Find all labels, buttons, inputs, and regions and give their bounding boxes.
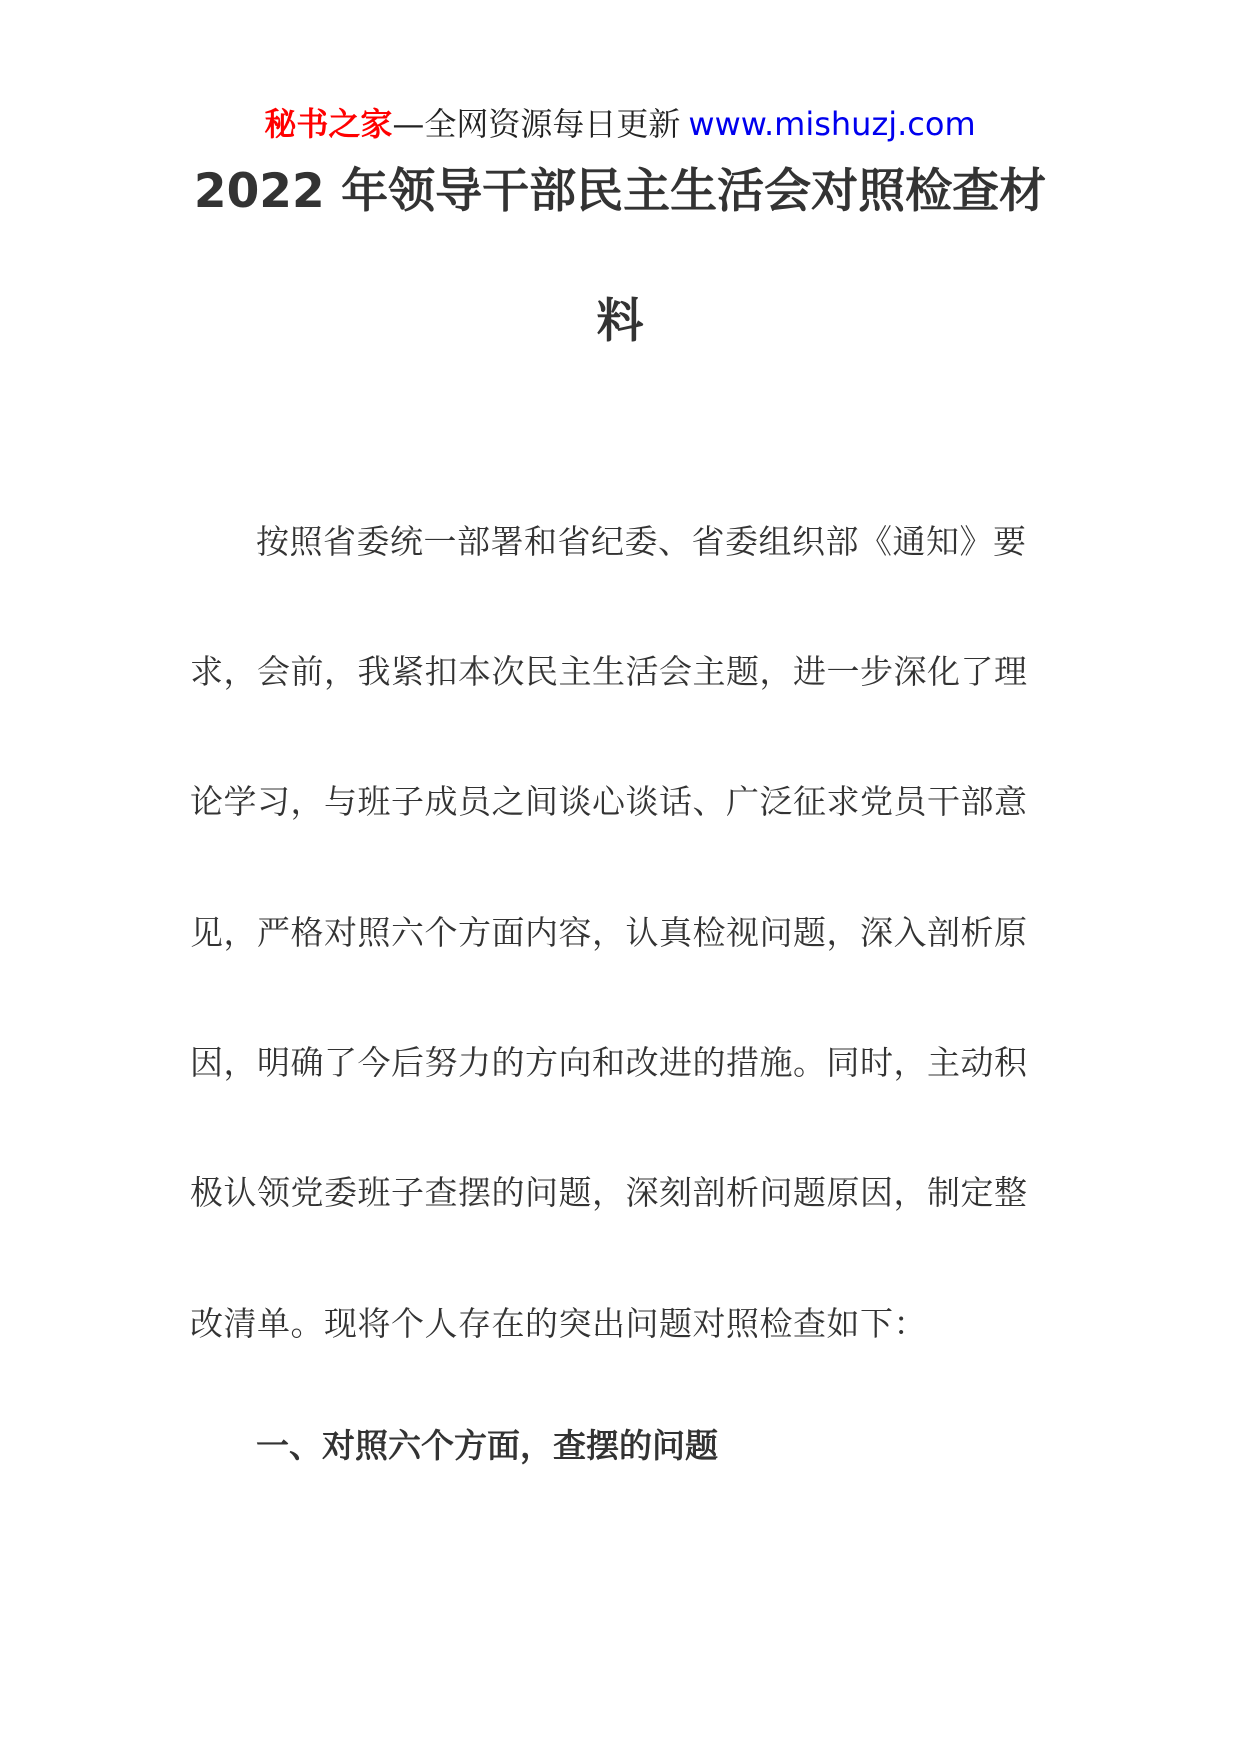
site-brand: 秘书之家 bbox=[264, 105, 393, 143]
paragraph-line: 极认领党委班子查摆的问题，深刻剖析问题原因，制定整 bbox=[190, 1173, 1028, 1212]
document-title-line-2: 料 bbox=[596, 294, 644, 349]
site-tagline: —全网资源每日更新 bbox=[392, 105, 681, 143]
paragraph-line: 改清单。现将个人存在的突出问题对照检查如下： bbox=[190, 1304, 927, 1343]
paragraph-line: 求，会前，我紧扣本次民主生活会主题，进一步深化了理 bbox=[190, 652, 1028, 691]
paragraph-line: 见，严格对照六个方面内容，认真检视问题，深入剖析原 bbox=[190, 913, 1028, 952]
section-heading: 一、对照六个方面，查摆的问题 bbox=[256, 1426, 718, 1465]
paragraph-line: 因，明确了今后努力的方向和改进的措施。同时，主动积 bbox=[190, 1043, 1028, 1082]
document-title-line-1: 2022 年领导干部民主生活会对照检查材 bbox=[193, 164, 1047, 219]
paragraph-line: 按照省委统一部署和省纪委、省委组织部《通知》要 bbox=[256, 522, 1027, 561]
site-header bbox=[0, 102, 1240, 146]
site-link[interactable]: www.mishuzj.com bbox=[688, 105, 976, 143]
paragraph-line: 论学习，与班子成员之间谈心谈话、广泛征求党员干部意 bbox=[190, 782, 1028, 821]
